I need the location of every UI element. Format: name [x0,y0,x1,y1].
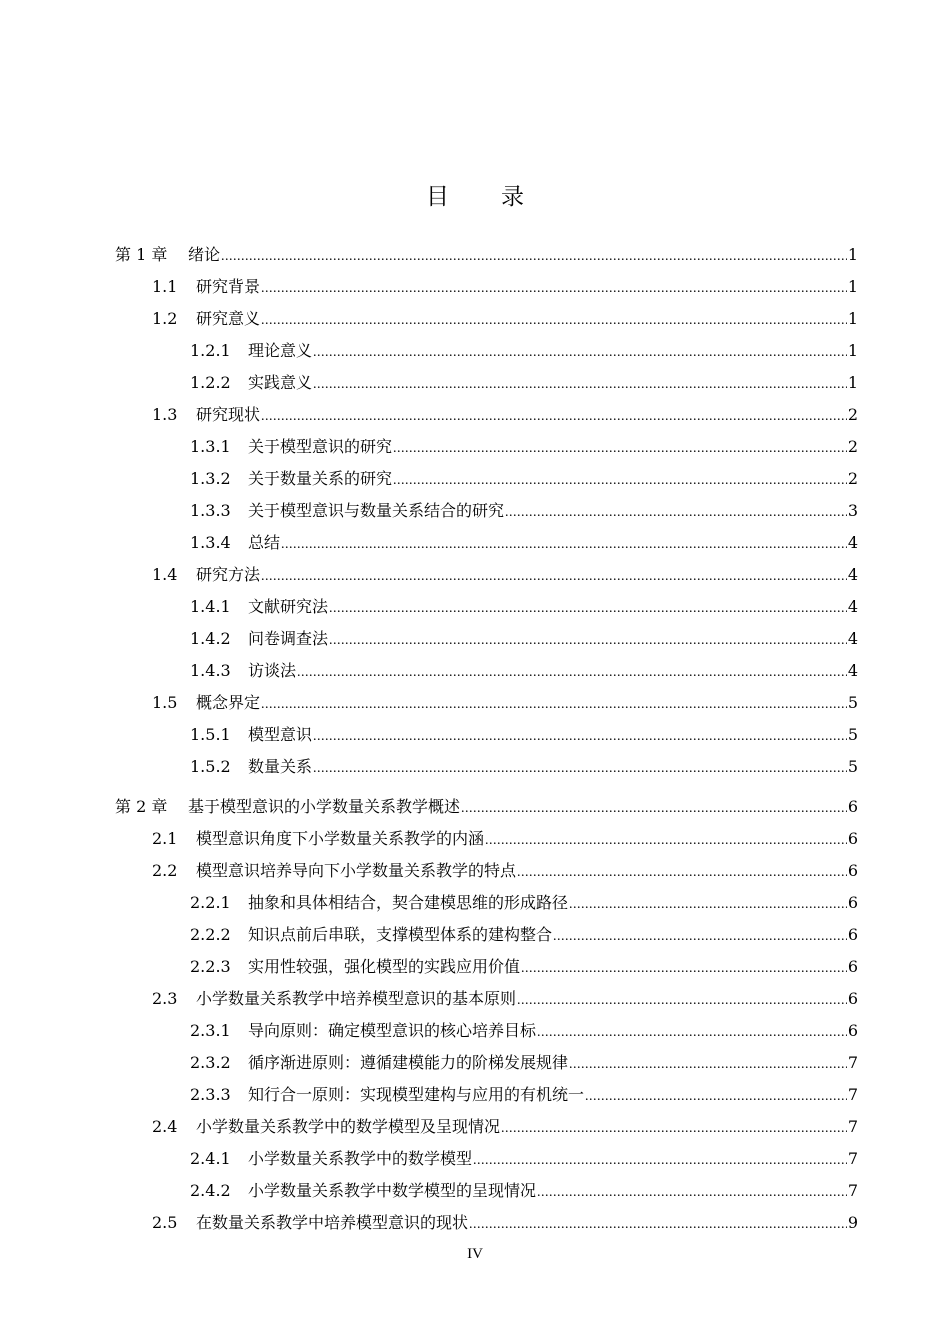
toc-dot-leader [537,1183,847,1203]
toc-entry[interactable] [152,309,858,329]
toc-entry-number: 2.3 [152,989,178,1008]
toc-dot-leader [569,895,847,915]
toc-entry[interactable] [190,533,858,553]
toc-dot-leader [329,631,847,651]
toc-entry-number: 1.2 [152,309,178,328]
toc-entry-number: 1.3.3 [190,501,231,520]
toc-entry[interactable] [115,797,858,817]
toc-entry[interactable] [152,989,858,1009]
toc-entry-number: 2.3.1 [190,1021,231,1040]
toc-entry-page: 6 [847,829,858,848]
toc-entry-title: 访谈法 [248,661,297,680]
toc-dot-leader [221,247,847,267]
toc-entry[interactable] [190,1149,858,1169]
toc-entry-page: 7 [847,1181,858,1200]
toc-dot-leader [393,471,847,491]
toc-dot-leader [261,695,847,715]
toc-entry[interactable] [152,1117,858,1137]
toc-entry[interactable] [190,1085,858,1105]
toc-entry-number: 1.4 [152,565,178,584]
toc-entry[interactable] [152,405,858,425]
toc-entry-title: 总结 [248,533,281,552]
toc-entry[interactable] [190,661,858,681]
toc-entry-number: 2.2 [152,861,178,880]
toc-entry-title: 关于模型意识的研究 [248,437,393,456]
toc-entry[interactable] [190,629,858,649]
toc-entry-title: 绪论 [188,245,221,264]
toc-entry-number: 1.3.1 [190,437,231,456]
toc-entry-number: 2.2.3 [190,957,231,976]
toc-entry-number: 2.3.3 [190,1085,231,1104]
toc-entry-title: 模型意识培养导向下小学数量关系教学的特点 [196,861,517,880]
toc-entry[interactable] [152,277,858,297]
toc-dot-leader [521,959,847,979]
toc-entry-number: 1.5.2 [190,757,231,776]
toc-entry-page: 6 [847,957,858,976]
toc-entry-title: 模型意识 [248,725,313,744]
toc-dot-leader [261,311,847,331]
toc-entry-page: 6 [847,989,858,1008]
toc-entry-number: 2.3.2 [190,1053,231,1072]
toc-dot-leader [261,279,847,299]
toc-dot-leader [569,1055,847,1075]
toc-entry[interactable] [152,1213,858,1233]
toc-entry-title: 小学数量关系教学中培养模型意识的基本原则 [196,989,517,1008]
toc-dot-leader [517,991,847,1011]
toc-entry-number: 2.4.2 [190,1181,231,1200]
toc-entry-title: 小学数量关系教学中数学模型的呈现情况 [248,1181,537,1200]
toc-entry-page: 9 [847,1213,858,1232]
toc-entry-title: 实践意义 [248,373,313,392]
toc-entry-page: 7 [847,1053,858,1072]
toc-entry-title: 小学数量关系教学中的数学模型及呈现情况 [196,1117,501,1136]
toc-entry[interactable] [190,341,858,361]
toc-entry[interactable] [190,1053,858,1073]
toc-dot-leader [261,407,847,427]
toc-dot-leader [505,503,847,523]
toc-entry[interactable] [152,693,858,713]
toc-dot-leader [517,863,847,883]
toc-entry[interactable] [190,757,858,777]
toc-heading [0,178,950,211]
toc-entry-title: 模型意识角度下小学数量关系教学的内涵 [196,829,485,848]
toc-entry[interactable] [190,1021,858,1041]
toc-heading-char-1: 目 [426,184,449,210]
toc-dot-leader [553,927,847,947]
toc-entry-title: 问卷调查法 [248,629,329,648]
toc-entry-number: 1.1 [152,277,178,296]
toc-entry-page: 4 [847,629,858,648]
toc-entry-number: 1.3 [152,405,178,424]
toc-entry-page: 1 [847,309,858,328]
toc-dot-leader [313,727,847,747]
toc-entry[interactable] [190,373,858,393]
toc-entry-title: 循序渐进原则：遵循建模能力的阶梯发展规律 [248,1053,569,1072]
toc-entry-page: 7 [847,1149,858,1168]
toc-entry-number: 第 2 章 [115,797,168,816]
toc-dot-leader [261,567,847,587]
toc-entry-number: 1.5 [152,693,178,712]
toc-entry[interactable] [190,469,858,489]
toc-entry-page: 5 [847,693,858,712]
toc-dot-leader [473,1151,847,1171]
toc-entry-title: 研究方法 [196,565,261,584]
toc-entry[interactable] [152,861,858,881]
toc-entry-page: 1 [847,373,858,392]
toc-entry-page: 6 [847,861,858,880]
toc-entry-page: 6 [847,893,858,912]
toc-dot-leader [393,439,847,459]
toc-entry-title: 小学数量关系教学中的数学模型 [248,1149,473,1168]
toc-entry[interactable] [190,501,858,521]
toc-entry-page: 4 [847,597,858,616]
toc-entry-title: 研究背景 [196,277,261,296]
toc-entry-number: 1.2.2 [190,373,231,392]
toc-entry[interactable] [190,1181,858,1201]
toc-dot-leader [501,1119,847,1139]
toc-entry-title: 知行合一原则：实现模型建构与应用的有机统一 [248,1085,585,1104]
toc-dot-leader [469,1215,847,1235]
toc-entry-title: 基于模型意识的小学数量关系教学概述 [188,797,461,816]
toc-entry-page: 4 [847,533,858,552]
page-number: IV [467,1246,483,1262]
toc-entry-title: 研究现状 [196,405,261,424]
toc-entry-title: 导向原则：确定模型意识的核心培养目标 [248,1021,537,1040]
toc-dot-leader [585,1087,847,1107]
toc-heading-char-2: 录 [501,184,524,210]
toc-dot-leader [461,799,847,819]
toc-entry[interactable] [190,725,858,745]
toc-entry-number: 1.3.2 [190,469,231,488]
toc-dot-leader [485,831,847,851]
toc-entry-number: 2.2.2 [190,925,231,944]
toc-entry-number: 1.4.1 [190,597,231,616]
toc-entry-number: 1.4.3 [190,661,231,680]
toc-entry[interactable] [190,925,858,945]
toc-dot-leader [537,1023,847,1043]
toc-entry-page: 5 [847,757,858,776]
toc-entry[interactable] [190,597,858,617]
toc-entry[interactable] [190,957,858,977]
toc-entry-title: 概念界定 [196,693,261,712]
toc-entry-page: 5 [847,725,858,744]
toc-entry[interactable] [115,245,858,265]
toc-entry-title: 关于模型意识与数量关系结合的研究 [248,501,505,520]
toc-entry-page: 6 [847,925,858,944]
toc-entry[interactable] [152,829,858,849]
toc-entry[interactable] [190,437,858,457]
toc-entry-page: 2 [847,405,858,424]
toc-dot-leader [313,343,847,363]
toc-entry-title: 文献研究法 [248,597,329,616]
toc-entry-title: 数量关系 [248,757,313,776]
toc-entry-page: 4 [847,565,858,584]
toc-entry[interactable] [152,565,858,585]
toc-entry-number: 1.3.4 [190,533,231,552]
toc-dot-leader [313,375,847,395]
toc-entry-number: 2.4 [152,1117,178,1136]
toc-entry-page: 1 [847,245,858,264]
toc-dot-leader [313,759,847,779]
toc-entry-page: 3 [847,501,858,520]
toc-entry-page: 1 [847,341,858,360]
toc-entry-page: 2 [847,437,858,456]
toc-entry-page: 7 [847,1085,858,1104]
toc-entry-number: 2.2.1 [190,893,231,912]
toc-entry-title: 研究意义 [196,309,261,328]
toc-entry-number: 1.5.1 [190,725,231,744]
toc-dot-leader [329,599,847,619]
toc-entry[interactable] [190,893,858,913]
toc-entry-page: 2 [847,469,858,488]
toc-entry-title: 实用性较强，强化模型的实践应用价值 [248,957,521,976]
toc-entry-title: 抽象和具体相结合，契合建模思维的形成路径 [248,893,569,912]
toc-dot-leader [297,663,847,683]
toc-entry-number: 1.2.1 [190,341,231,360]
toc-entry-title: 知识点前后串联，支撑模型体系的建构整合 [248,925,553,944]
toc-entry-title: 关于数量关系的研究 [248,469,393,488]
toc-entry-title: 理论意义 [248,341,313,360]
toc-entry-number: 2.5 [152,1213,178,1232]
toc-entry-page: 6 [847,797,858,816]
toc-entry-number: 2.4.1 [190,1149,231,1168]
toc-entry-page: 1 [847,277,858,296]
toc-entry-number: 1.4.2 [190,629,231,648]
toc-entry-number: 第 1 章 [115,245,168,264]
toc-entry-page: 4 [847,661,858,680]
toc-entry-number: 2.1 [152,829,178,848]
toc-entry-title: 在数量关系教学中培养模型意识的现状 [196,1213,469,1232]
toc-dot-leader [281,535,847,555]
toc-entry-page: 7 [847,1117,858,1136]
toc-entry-page: 6 [847,1021,858,1040]
